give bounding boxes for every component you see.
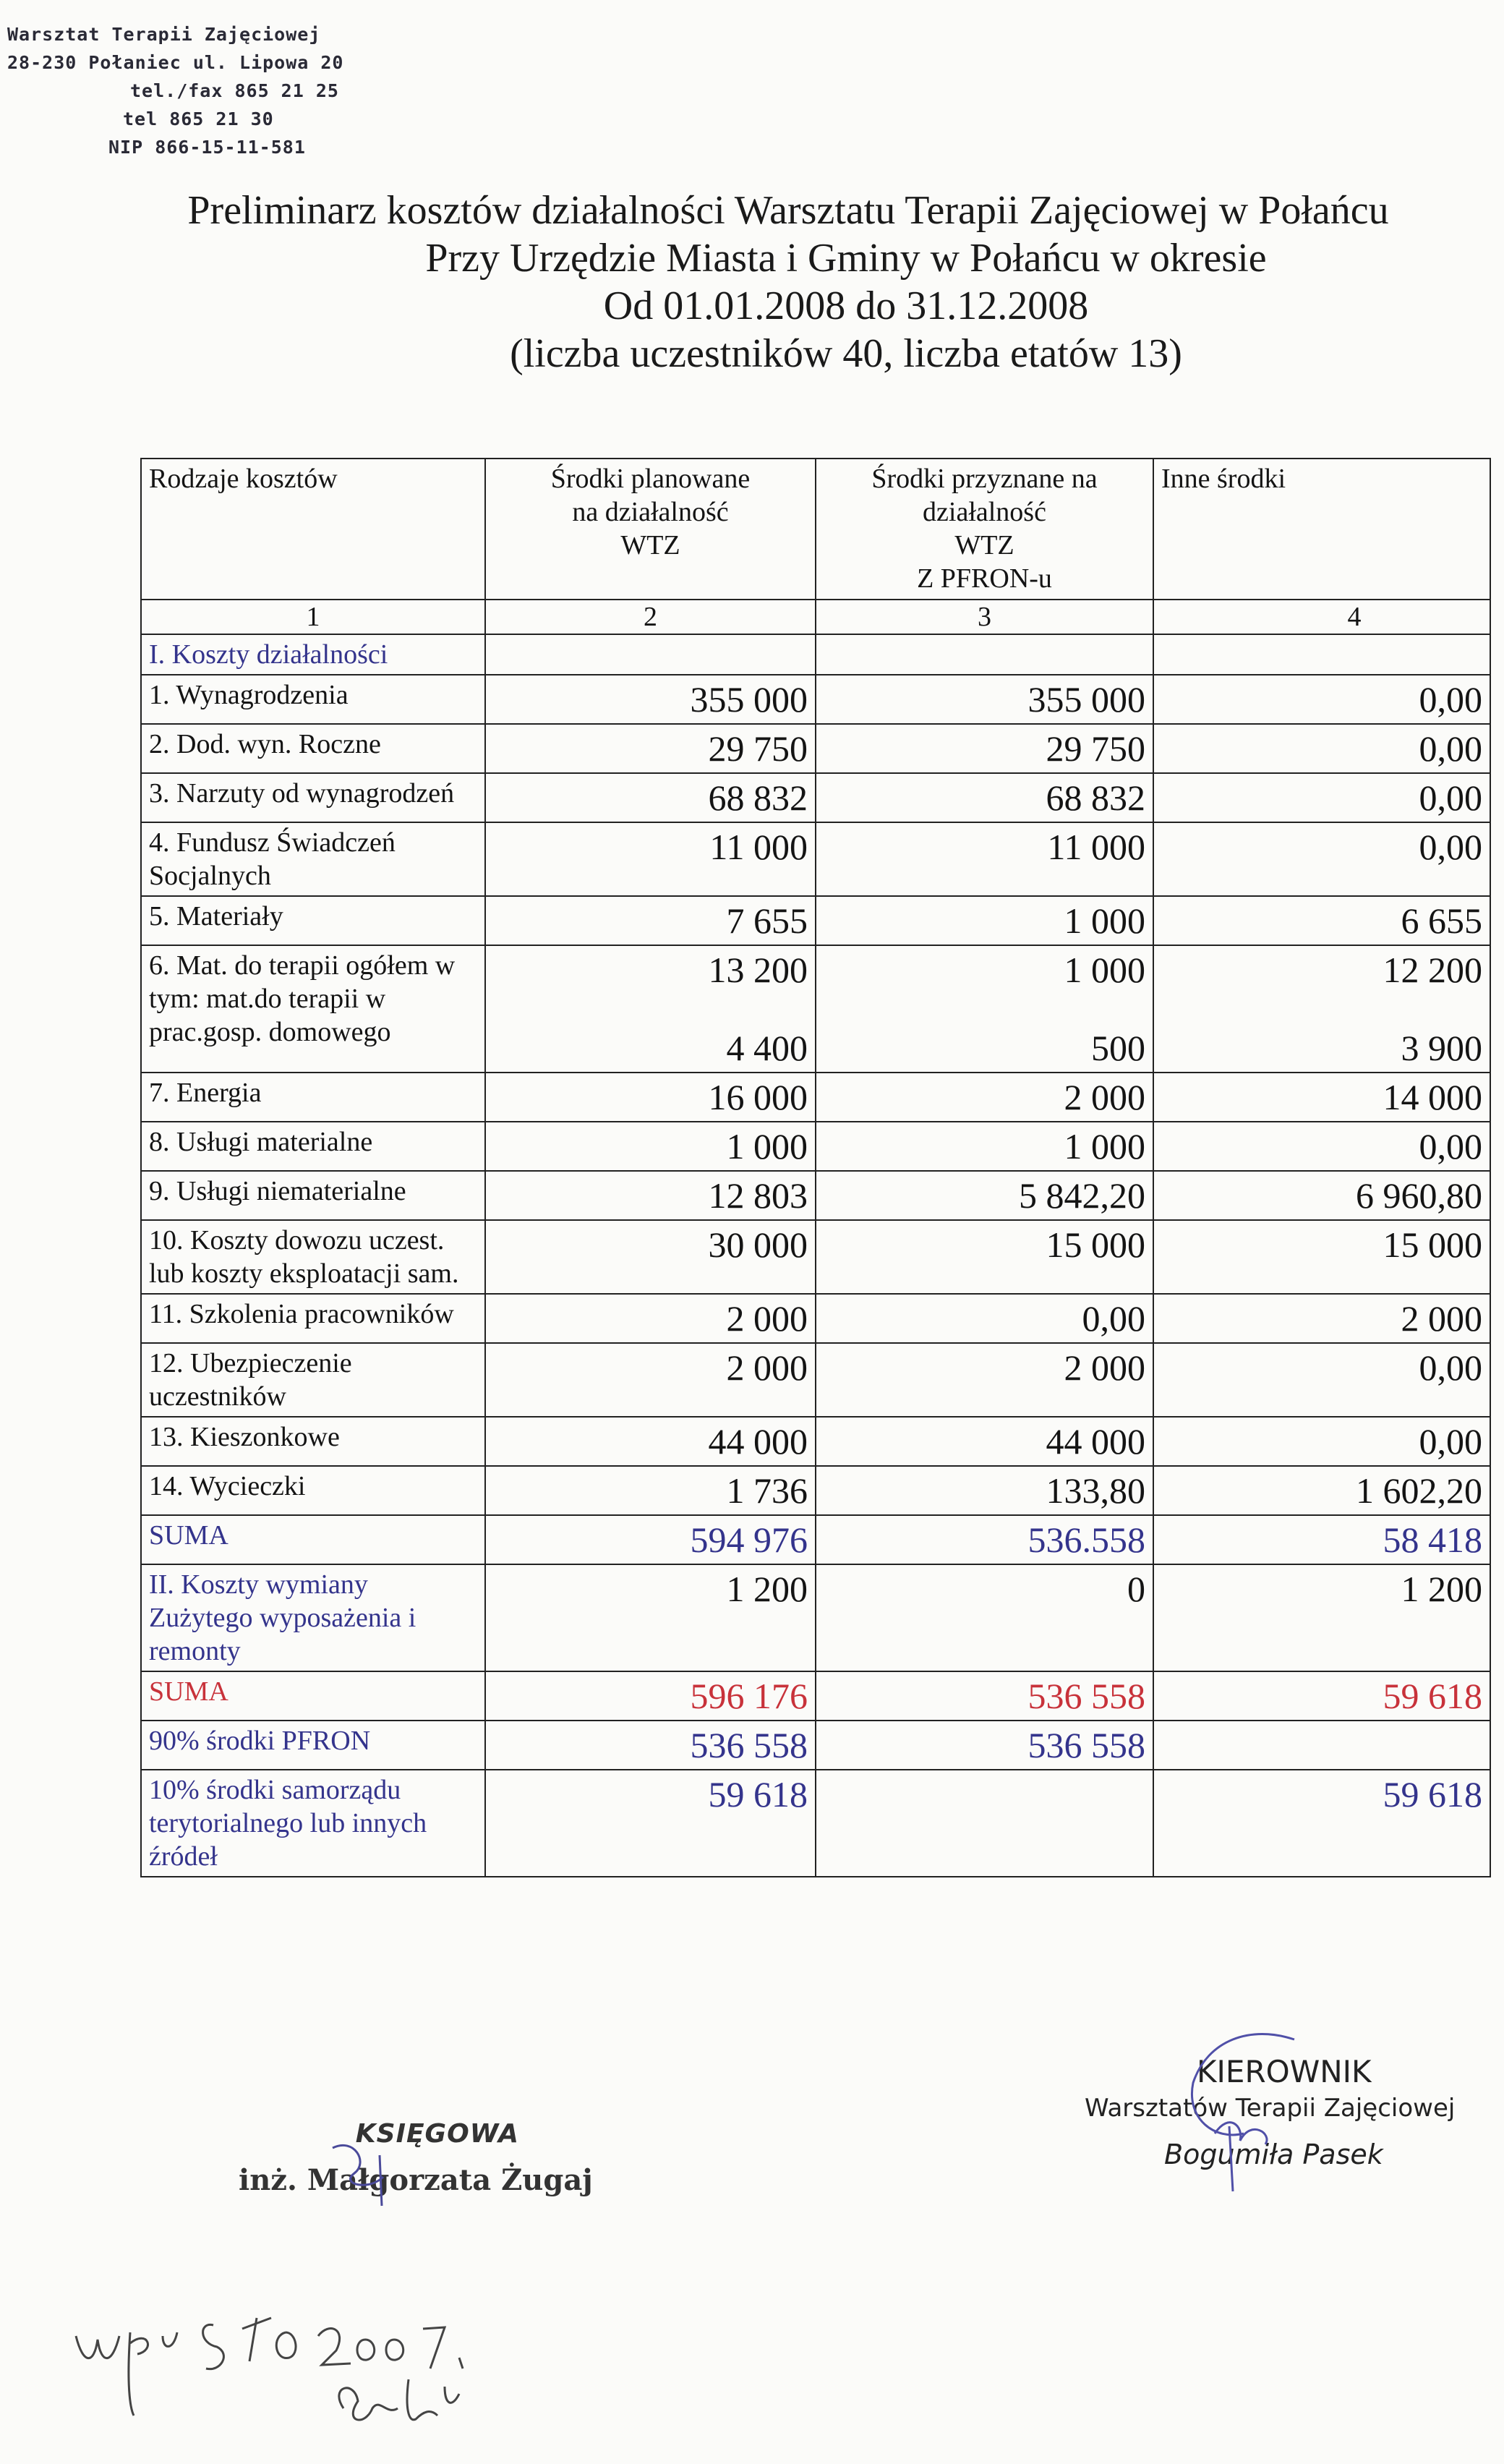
table-row [141, 773, 1490, 822]
cost-rows [141, 675, 1490, 1515]
cell-planned: 59 618 [485, 1770, 816, 1877]
cell-granted: 1 000 [816, 896, 1153, 945]
cell-planned: 11 000 [485, 822, 816, 896]
document-title [174, 187, 1504, 378]
cell-granted: 536.558 [816, 1515, 1153, 1564]
cell-granted: 0 [816, 1564, 1153, 1671]
cell-granted: 29 750 [816, 724, 1153, 773]
cell-other [1153, 945, 1490, 1073]
cell-planned [485, 945, 816, 1073]
cell-other: 15 000 [1153, 1220, 1490, 1294]
cell-granted: 2 000 [816, 1073, 1153, 1122]
row-label: 1. Wynagrodzenia [141, 675, 485, 724]
cell-value: 1 000 [1064, 950, 1145, 990]
row-label: 9. Usługi niematerialne [141, 1171, 485, 1220]
section2-row [141, 1564, 1490, 1671]
cell-granted: 44 000 [816, 1417, 1153, 1466]
cell-planned: 355 000 [485, 675, 816, 724]
handwritten-note [69, 2300, 575, 2459]
handwritten-signature [325, 2133, 419, 2213]
handwritten-signature [1164, 2025, 1323, 2199]
stamp-line: tel 865 21 30 [123, 108, 274, 129]
table-row [141, 822, 1490, 896]
cell-granted: 68 832 [816, 773, 1153, 822]
table-row [141, 945, 1490, 1073]
row-label: 12. Ubezpieczenie uczestników [141, 1343, 485, 1417]
cell-other: 2 000 [1153, 1294, 1490, 1343]
row-label: 10. Koszty dowozu uczest. lub koszty eksploatacji sam. [141, 1220, 485, 1294]
signature-name: inż. Małgorzata Żugaj [239, 2163, 593, 2197]
row-label: 6. Mat. do terapii ogółem w tym: mat.do terapii w prac.gosp. domowego [141, 945, 485, 1073]
cell-granted: 536 558 [816, 1721, 1153, 1770]
row-label: II. Koszty wymiany Zużytego wyposażenia i remonty [141, 1564, 485, 1671]
sum-row [141, 1515, 1490, 1564]
cell-planned: 1 000 [485, 1122, 816, 1171]
manager-signature [1085, 2054, 1455, 2170]
cell-other: 59 618 [1153, 1671, 1490, 1721]
cell-planned: 1 200 [485, 1564, 816, 1671]
col-number: 4 [1153, 600, 1490, 634]
cell-planned: 68 832 [485, 773, 816, 822]
col-number: 1 [141, 600, 485, 634]
total-row [141, 1671, 1490, 1721]
row-label: 11. Szkolenia pracowników [141, 1294, 485, 1343]
row-label: 8. Usługi materialne [141, 1122, 485, 1171]
cell-other: 0,00 [1153, 1343, 1490, 1417]
row-label: SUMA [141, 1671, 485, 1721]
cell-planned: 29 750 [485, 724, 816, 773]
row-label: 7. Energia [141, 1073, 485, 1122]
row-label: 2. Dod. wyn. Roczne [141, 724, 485, 773]
table-row [141, 1220, 1490, 1294]
signature-role: KIEROWNIK [1197, 2054, 1372, 2089]
cell-other: 14 000 [1153, 1073, 1490, 1122]
cell-planned: 7 655 [485, 896, 816, 945]
cell-other: 0,00 [1153, 773, 1490, 822]
col-number: 3 [816, 600, 1153, 634]
table-row [141, 1073, 1490, 1122]
row-label: 3. Narzuty od wynagrodzeń [141, 773, 485, 822]
cell-planned: 30 000 [485, 1220, 816, 1294]
cell-planned: 1 736 [485, 1466, 816, 1515]
header-other: Inne środki [1153, 459, 1490, 600]
header-planned: Środki planowane na działalność WTZ [485, 459, 816, 600]
cell-granted: 0,00 [816, 1294, 1153, 1343]
cell-other: 1 200 [1153, 1564, 1490, 1671]
cell-planned: 44 000 [485, 1417, 816, 1466]
header-granted: Środki przyznane na działalność WTZ Z PFRON-u [816, 459, 1153, 600]
cell-granted: 11 000 [816, 822, 1153, 896]
accountant-signature [239, 2119, 593, 2197]
local-funds-row [141, 1770, 1490, 1877]
signature-org: Warsztatów Terapii Zajęciowej [1085, 2094, 1456, 2123]
cell-value-sub: 4 400 [726, 1028, 808, 1068]
header-cost-type: Rodzaje kosztów [141, 459, 485, 600]
table-header-row [141, 459, 1490, 600]
cell-other: 0,00 [1153, 822, 1490, 896]
cell-other: 58 418 [1153, 1515, 1490, 1564]
cell-granted: 133,80 [816, 1466, 1153, 1515]
cell-value-sub: 3 900 [1401, 1028, 1482, 1068]
table-row [141, 675, 1490, 724]
table-row [141, 1417, 1490, 1466]
table-row [141, 1122, 1490, 1171]
stamp-line: Warsztat Terapii Zajęciowej [7, 24, 321, 45]
stamp-line: tel./fax 865 21 25 [130, 80, 339, 101]
institution-stamp [7, 20, 344, 161]
cell-other: 0,00 [1153, 724, 1490, 773]
row-label: 14. Wycieczki [141, 1466, 485, 1515]
cell-other [1153, 1721, 1490, 1770]
title-line: (liczba uczestników 40, liczba etatów 13) [510, 331, 1182, 376]
cell-other: 0,00 [1153, 1122, 1490, 1171]
section-row [141, 634, 1490, 675]
table-row [141, 1171, 1490, 1220]
cell-planned: 12 803 [485, 1171, 816, 1220]
row-label: 10% środki samorządu terytorialnego lub innych źródeł [141, 1770, 485, 1877]
cell-granted: 536 558 [816, 1671, 1153, 1721]
cell-granted: 2 000 [816, 1343, 1153, 1417]
stamp-line: 28-230 Połaniec ul. Lipowa 20 [7, 52, 344, 73]
row-label: 5. Materiały [141, 896, 485, 945]
stamp-line: NIP 866-15-11-581 [108, 137, 306, 158]
col-number: 2 [485, 600, 816, 634]
cell-value-sub: 500 [1091, 1028, 1145, 1068]
table-row [141, 1343, 1490, 1417]
title-line: Od 01.01.2008 do 31.12.2008 [603, 284, 1089, 328]
cell-granted [816, 945, 1153, 1073]
cell-other: 0,00 [1153, 675, 1490, 724]
cell-value: 13 200 [708, 950, 808, 990]
cell-granted: 355 000 [816, 675, 1153, 724]
cell-planned: 2 000 [485, 1294, 816, 1343]
title-line: Przy Urzędzie Miasta i Gminy w Połańcu w okresie [425, 236, 1267, 281]
cell-other: 0,00 [1153, 1417, 1490, 1466]
signature-role: KSIĘGOWA [355, 2119, 519, 2149]
row-label: 4. Fundusz Świadczeń Socjalnych [141, 822, 485, 896]
column-number-row [141, 600, 1490, 634]
title-line: Preliminarz kosztów działalności Warsztatu Terapii Zajęciowej w Połańcu [187, 188, 1389, 233]
cell-planned: 536 558 [485, 1721, 816, 1770]
cell-planned: 16 000 [485, 1073, 816, 1122]
cell-other: 1 602,20 [1153, 1466, 1490, 1515]
cell-granted: 1 000 [816, 1122, 1153, 1171]
cell-planned: 594 976 [485, 1515, 816, 1564]
signature-name: Bogumiła Pasek [1164, 2139, 1383, 2170]
cell-planned: 2 000 [485, 1343, 816, 1417]
cell-granted [816, 1770, 1153, 1877]
pfron-row [141, 1721, 1490, 1770]
row-label: SUMA [141, 1515, 485, 1564]
row-label: 90% środki PFRON [141, 1721, 485, 1770]
cost-table [140, 458, 1491, 1877]
row-label: 13. Kieszonkowe [141, 1417, 485, 1466]
cell-planned: 596 176 [485, 1671, 816, 1721]
section-label: I. Koszty działalności [141, 634, 485, 675]
cell-granted: 15 000 [816, 1220, 1153, 1294]
table-row [141, 1466, 1490, 1515]
cell-other: 59 618 [1153, 1770, 1490, 1877]
cell-granted: 5 842,20 [816, 1171, 1153, 1220]
table-row [141, 1294, 1490, 1343]
cell-other: 6 655 [1153, 896, 1490, 945]
table-row [141, 724, 1490, 773]
table-row [141, 896, 1490, 945]
cell-other: 6 960,80 [1153, 1171, 1490, 1220]
cell-value: 12 200 [1383, 950, 1482, 990]
